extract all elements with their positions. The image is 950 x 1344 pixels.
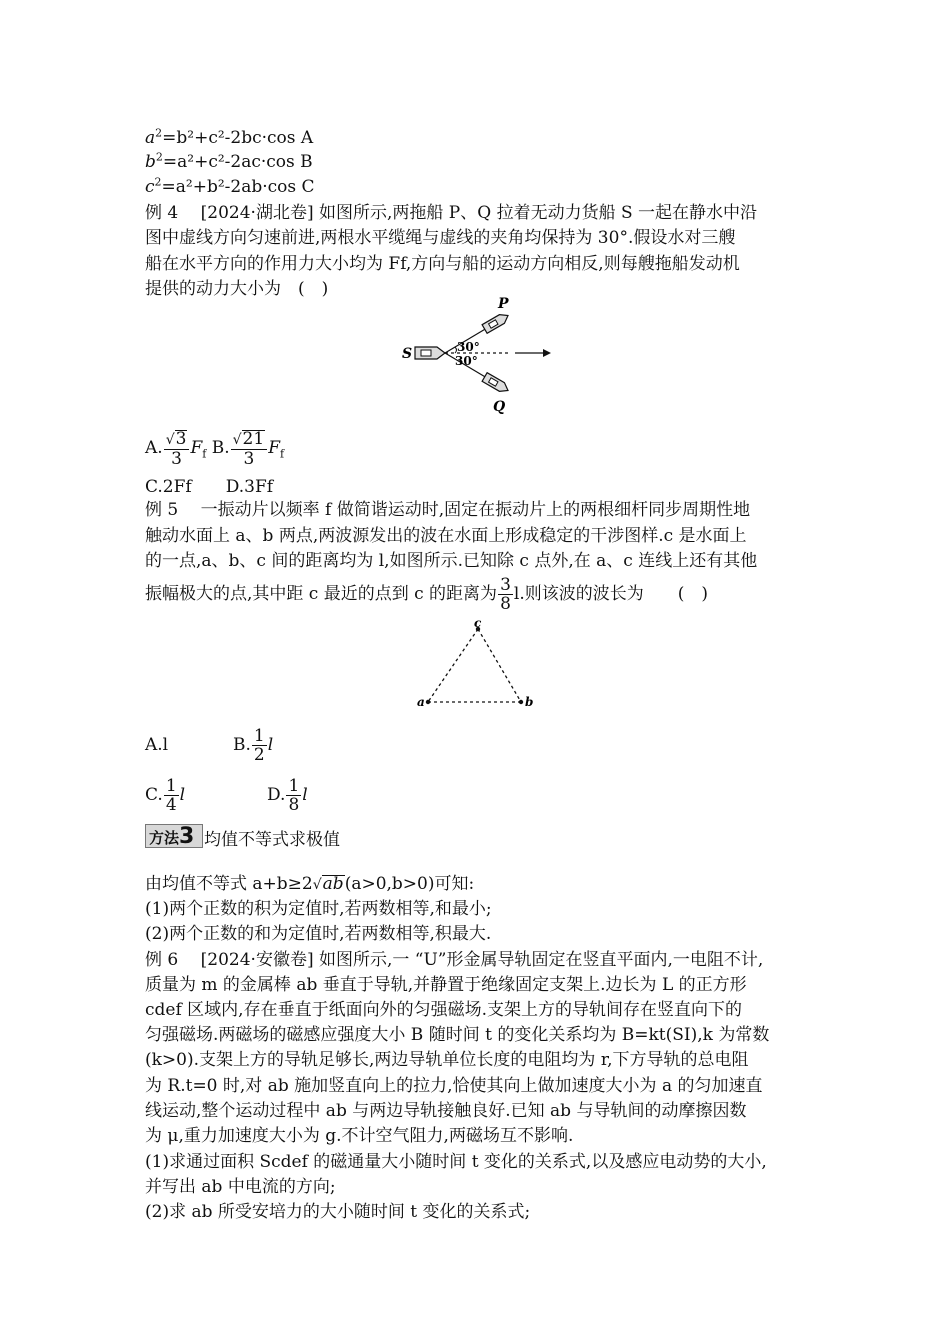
ex5-option-c-var: l xyxy=(179,785,186,805)
point-a-label: a xyxy=(417,695,425,709)
ex5-option-d-num: 1 xyxy=(288,775,300,796)
ex5-line-4 xyxy=(145,574,708,614)
ex5-line-2: 触动水面上 a、b 两点,两波源发出的波在水面上形成稳定的干涉图样.c 是水面上 xyxy=(145,526,747,546)
ex6-question-1b: 并写出 ab 中电流的方向; xyxy=(145,1177,336,1197)
ex5-fraction-den: 8 xyxy=(500,593,511,614)
formula-b-rhs: =a²+c²-2ac·cos B xyxy=(162,152,313,172)
law-of-cosines-b: $b^2=a^2+c^2-2ac\cdot\cos$ B xyxy=(145,150,313,172)
method-item-2: (2)两个正数的和为定值时,若两数相等,积最大. xyxy=(145,924,492,944)
ex5-line-3: 的一点,a、b、c 间的距离均为 l,如图所示.已知除 c 点外,在 a、c 连线上还有其他 xyxy=(145,551,758,571)
ex4-option-a-den: 3 xyxy=(171,448,182,469)
ex5-text-4-pre: 振幅极大的点,其中距 c 最近的点到 c 的距离为 xyxy=(145,584,498,604)
ex5-option-c xyxy=(145,775,267,815)
ex5-options-ab xyxy=(145,725,273,765)
ex5-options-cd xyxy=(145,775,308,815)
ex4-line-1 xyxy=(145,201,757,225)
formula-c-rhs: =a²+b²-2ab·cos C xyxy=(161,177,315,197)
ex4-option-b-den: 3 xyxy=(243,448,255,469)
ex4-option-a-label: A. xyxy=(145,438,163,458)
ex5-line-1 xyxy=(145,498,750,522)
label-q: Q xyxy=(493,399,506,415)
ex6-line-7: 线运动,整个运动过程中 ab 与两边导轨接触良好.已知 ab 与导轨间的动摩擦因数 xyxy=(145,1101,747,1121)
method-intro-post: (a>0,b>0)可知: xyxy=(344,874,475,894)
ex4-option-c: C.2Ff xyxy=(145,477,192,497)
method-intro: 由均值不等式 a+b≥2√ab(a>0,b>0)可知: xyxy=(145,874,475,894)
ex6-question-1a: (1)求通过面积 Scdef 的磁通量大小随时间 t 变化的关系式,以及感应电动势的大小, xyxy=(145,1152,767,1172)
angle-bottom-label: 30° xyxy=(455,354,478,368)
ex6-line-3: cdef 区域内,存在垂直于纸面向外的匀强磁场.支架上方的导轨间存在竖直向下的 xyxy=(145,1000,742,1020)
ex4-source: [2024·湖北卷] xyxy=(200,203,314,223)
method-intro-radicand: ab xyxy=(322,874,344,894)
point-c-label: c xyxy=(474,617,482,630)
boat-p xyxy=(482,311,510,333)
ex4-option-b-num: 21 xyxy=(242,428,265,449)
ex4-label: 例 4 xyxy=(145,203,179,223)
ex5-fraction xyxy=(498,574,513,614)
ex5-option-c-den: 4 xyxy=(165,794,177,815)
ex5-option-b-num: 1 xyxy=(253,725,265,746)
ex6-line-8: 为 μ,重力加速度大小为 g.不计空气阻力,两磁场互不影响. xyxy=(145,1126,574,1146)
ex6-text-1: 如图所示,一 “U”形金属导轨固定在竖直平面内,一电阻不计, xyxy=(318,950,764,970)
ex4-option-d: D.3Ff xyxy=(225,477,274,497)
point-b-label: b xyxy=(525,695,534,709)
ex5-option-a: A.l xyxy=(145,735,169,755)
method-intro-pre: 由均值不等式 a+b≥2 xyxy=(145,874,313,894)
label-p: P xyxy=(498,296,509,312)
ship-s xyxy=(415,347,445,359)
ex4-option-b-label: B. xyxy=(211,438,230,458)
ex5-option-d-frac xyxy=(286,775,301,815)
ex6-question-2: (2)求 ab 所受安培力的大小随时间 t 变化的关系式; xyxy=(145,1202,531,1222)
ex4-line-3: 船在水平方向的作用力大小均为 Ff,方向与船的运动方向相反,则每艘拖船发动机 xyxy=(145,254,740,274)
law-of-cosines-a: $a^2=b^2+c^2-2bc\cdot\cos$ A xyxy=(145,126,314,148)
boat-q xyxy=(482,373,510,395)
ex5-option-d-label: D. xyxy=(267,785,286,805)
ex4-text-1: 如图所示,两拖船 P、Q 拉着无动力货船 S 一起在静水中沿 xyxy=(318,203,758,223)
ex5-option-c-frac xyxy=(164,775,179,815)
ex5-option-b-var: l xyxy=(267,735,274,755)
ex6-line-6: 为 R.t=0 时,对 ab 施加竖直向上的拉力,恰使其向上做加速度大小为 a 的匀加速直 xyxy=(145,1076,763,1096)
ex5-option-b-label: B. xyxy=(233,735,251,755)
tugboat-figure xyxy=(395,292,555,417)
ex5-option-c-label: C. xyxy=(145,785,163,805)
ex5-text-1: 一振动片以频率 f 做简谐运动时,固定在振动片上的两根细杆同步周期性地 xyxy=(200,500,751,520)
ex5-option-b-den: 2 xyxy=(253,744,265,765)
ex4-options-ab: A. $\frac{√3}{3}$ $F_f$ B. $\frac{√21}{3}$ $F_f$ xyxy=(145,428,285,469)
ex4-options-cd xyxy=(145,475,273,499)
law-of-cosines-c: $c^2=a^2+b^2-2ab\cdot\cos$ C xyxy=(145,175,315,197)
triangle-figure xyxy=(410,617,540,712)
ex6-line-4: 匀强磁场.两磁场的磁感应强度大小 B 随时间 t 的变化关系均为 B=kt(SI),k 为常数 xyxy=(145,1025,770,1045)
ex6-label: 例 6 xyxy=(145,950,179,970)
ex6-line-5: (k>0).支架上方的导轨足够长,两边导轨单位长度的电阻均为 r,下方导轨的总电阻 xyxy=(145,1050,749,1070)
ex4-option-a-frac: $\frac{√3}{3}$ xyxy=(164,430,190,468)
method-badge xyxy=(145,824,203,848)
ex4-line-4: 提供的动力大小为 ( ) xyxy=(145,279,329,299)
method-badge-text: 方法 xyxy=(149,829,180,847)
ex5-option-b-frac xyxy=(252,725,267,765)
ex5-option-c-num: 1 xyxy=(165,775,177,796)
ex5-option-d-den: 8 xyxy=(288,794,300,815)
formula-a-rhs: =b²+c²-2bc·cos A xyxy=(162,128,314,148)
ex6-source: [2024·安徽卷] xyxy=(200,950,314,970)
label-s: S xyxy=(402,346,413,362)
ex5-option-d-var: l xyxy=(302,785,308,805)
ex5-fraction-num: 3 xyxy=(500,574,511,595)
ex4-option-a-num: 3 xyxy=(175,428,187,449)
ex5-text-4-post: l.则该波的波长为 ( ) xyxy=(513,584,708,604)
method-badge-number: 3 xyxy=(179,824,195,849)
angle-top-label: 30° xyxy=(457,340,480,354)
ex4-option-b-frac: $\frac{√21}{3}$ xyxy=(231,430,268,468)
ex5-label: 例 5 xyxy=(145,500,179,520)
ex6-line-2: 质量为 m 的金属棒 ab 垂直于导轨,并静置于绝缘固定支架上.边长为 L 的正方形 xyxy=(145,975,747,995)
ex4-line-2: 图中虚线方向匀速前进,两根水平缆绳与虚线的夹角均保持为 30°.假设水对三艘 xyxy=(145,228,736,248)
method-title: 均值不等式求极值 xyxy=(204,830,340,850)
method-item-1: (1)两个正数的积为定值时,若两数相等,和最小; xyxy=(145,899,492,919)
ex6-line-1 xyxy=(145,948,763,972)
